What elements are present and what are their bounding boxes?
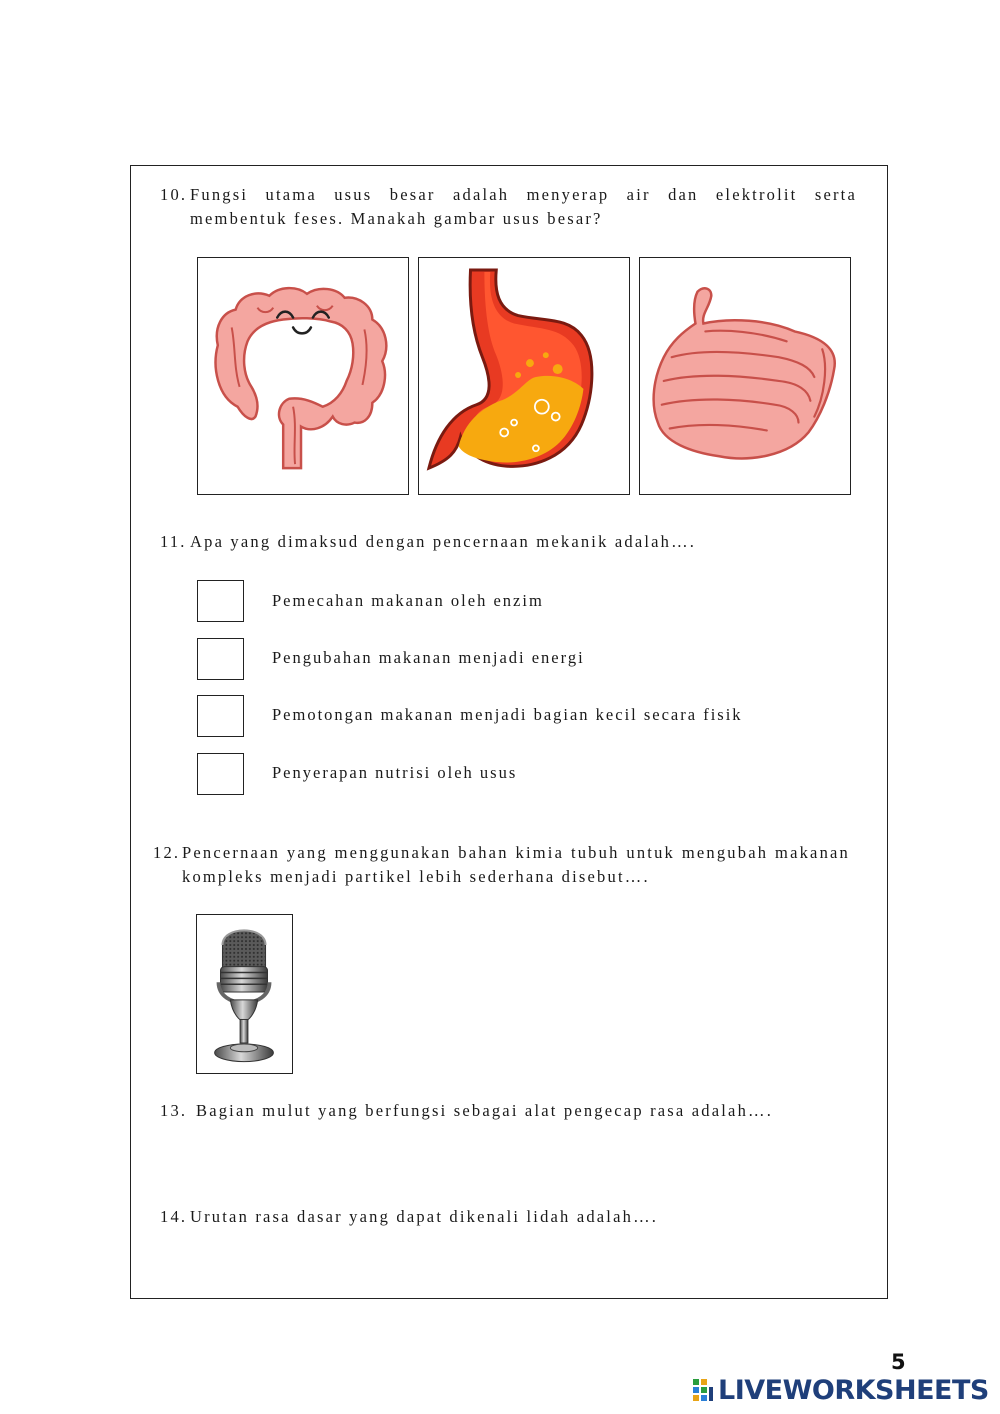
question-13 bbox=[160, 1099, 857, 1123]
question-number: 10. bbox=[160, 185, 188, 204]
question-text: Pencernaan yang menggunakan bahan kimia tubuh untuk mengubah makanan kompleks menjadi partikel lebih sederhana disebut…. bbox=[182, 843, 850, 886]
option-checkbox-3[interactable] bbox=[197, 695, 244, 737]
question-text: Bagian mulut yang berfungsi sebagai alat pengecap rasa adalah…. bbox=[196, 1101, 774, 1120]
choice-small-intestine[interactable] bbox=[639, 257, 851, 495]
option-label-1: Pemecahan makanan oleh enzim bbox=[272, 591, 544, 610]
liveworksheets-logo bbox=[692, 1374, 989, 1406]
choice-large-intestine[interactable] bbox=[197, 257, 409, 495]
question-10 bbox=[160, 183, 857, 231]
option-checkbox-1[interactable] bbox=[197, 580, 244, 622]
brand-name: LIVEWORKSHEETS bbox=[718, 1374, 989, 1406]
question-number: 14. bbox=[160, 1207, 188, 1226]
choice-stomach[interactable] bbox=[418, 257, 630, 495]
liveworksheets-logo-icon bbox=[692, 1377, 714, 1403]
question-text: Apa yang dimaksud dengan pencernaan mekanik adalah…. bbox=[190, 532, 697, 551]
stomach-icon bbox=[419, 258, 629, 494]
option-label-4: Penyerapan nutrisi oleh usus bbox=[272, 763, 518, 782]
question-text: Fungsi utama usus besar adalah menyerap air dan elektrolit serta membentuk feses. Manakah gambar usus besar? bbox=[190, 185, 857, 228]
question-number: 12. bbox=[153, 843, 181, 862]
microphone-icon bbox=[197, 915, 292, 1073]
question-14 bbox=[160, 1205, 857, 1229]
question-number: 11. bbox=[160, 532, 187, 551]
question-number: 13. bbox=[160, 1101, 188, 1120]
large-intestine-icon bbox=[198, 258, 408, 494]
page-number: 5 bbox=[891, 1350, 906, 1374]
question-12 bbox=[153, 841, 850, 889]
option-label-2: Pengubahan makanan menjadi energi bbox=[272, 648, 585, 667]
small-intestine-icon bbox=[640, 258, 850, 494]
question-11 bbox=[160, 530, 857, 554]
question-text: Urutan rasa dasar yang dapat dikenali lidah adalah…. bbox=[190, 1207, 659, 1226]
option-label-3: Pemotongan makanan menjadi bagian kecil secara fisik bbox=[272, 705, 743, 724]
option-checkbox-2[interactable] bbox=[197, 638, 244, 680]
audio-button[interactable] bbox=[196, 914, 293, 1074]
option-checkbox-4[interactable] bbox=[197, 753, 244, 795]
